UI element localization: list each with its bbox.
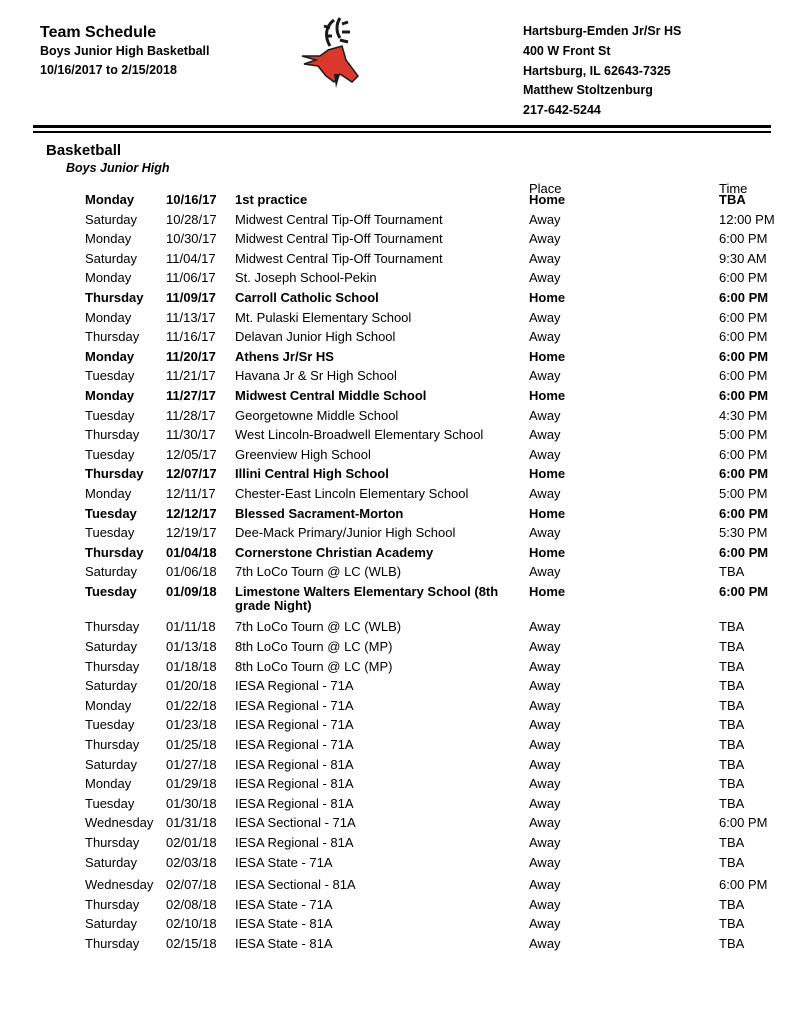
row-day: Thursday: [85, 427, 140, 443]
row-day: Tuesday: [85, 717, 135, 733]
divider-thin: [33, 131, 771, 133]
row-event: IESA Regional - 81A: [235, 756, 354, 772]
schedule-row: [0, 878, 800, 898]
schedule-row: [0, 252, 800, 272]
row-day: Monday: [85, 776, 132, 792]
schedule-row: [0, 213, 800, 233]
schedule-row: [0, 193, 800, 213]
row-day: Saturday: [85, 756, 138, 772]
row-date: 01/20/18: [166, 678, 217, 694]
row-time: 6:00 PM: [719, 348, 769, 364]
row-time: TBA: [719, 639, 745, 655]
row-day: Saturday: [85, 639, 138, 655]
row-event: Blessed Sacrament-Morton: [235, 505, 404, 521]
row-date: 10/30/17: [166, 231, 217, 247]
row-time: 6:00 PM: [719, 368, 768, 384]
row-place: Away: [529, 525, 561, 541]
row-place: Away: [529, 211, 561, 227]
row-place: Away: [529, 407, 561, 423]
schedule-row: [0, 330, 800, 350]
row-time: TBA: [719, 916, 745, 932]
schedule-row: [0, 797, 800, 817]
row-time: 9:30 AM: [719, 250, 767, 266]
row-time: TBA: [719, 776, 745, 792]
row-date: 11/28/17: [166, 407, 216, 423]
row-time: TBA: [719, 854, 745, 870]
row-time: TBA: [719, 717, 745, 733]
schedule-row: [0, 291, 800, 311]
schedule-table: [0, 193, 800, 957]
row-event: IESA Regional - 81A: [235, 795, 354, 811]
row-event: IESA Sectional - 81A: [235, 877, 356, 893]
row-date: 10/16/17: [166, 192, 217, 207]
row-event: IESA State - 71A: [235, 896, 333, 912]
row-event: 8th LoCo Tourn @ LC (MP): [235, 658, 393, 674]
row-event: IESA Regional - 71A: [235, 678, 354, 694]
school-name: Hartsburg-Emden Jr/Sr HS: [523, 24, 682, 38]
row-time: 6:00 PM: [719, 446, 768, 462]
row-day: Tuesday: [85, 525, 135, 541]
row-event: IESA State - 81A: [235, 916, 333, 932]
row-time: TBA: [719, 835, 745, 850]
schedule-row: [0, 816, 800, 836]
row-event: Midwest Central Tip-Off Tournament: [235, 231, 443, 247]
row-date: 12/05/17: [166, 446, 217, 462]
row-day: Monday: [85, 348, 135, 364]
row-place: Away: [529, 427, 561, 443]
schedule-row: [0, 389, 800, 409]
row-date: 11/13/17: [166, 309, 216, 325]
row-place: Away: [529, 309, 561, 325]
row-day: Thursday: [85, 329, 140, 345]
schedule-row: [0, 836, 800, 856]
row-event: 8th LoCo Tourn @ LC (MP): [235, 639, 393, 655]
row-date: 01/09/18: [166, 583, 217, 599]
schedule-row: [0, 856, 800, 876]
row-place: Home: [529, 192, 566, 207]
row-day: Tuesday: [85, 446, 135, 462]
row-event: Midwest Central Tip-Off Tournament: [235, 250, 443, 266]
row-time: 6:00 PM: [719, 289, 769, 305]
schedule-row: [0, 699, 800, 719]
row-day: Thursday: [85, 835, 140, 850]
schedule-row: [0, 428, 800, 448]
row-place: Away: [529, 564, 561, 580]
row-date: 10/28/17: [166, 211, 217, 227]
row-time: TBA: [719, 935, 745, 951]
row-event: West Lincoln-Broadwell Elementary School: [235, 427, 484, 443]
schedule-row: [0, 409, 800, 429]
row-event: IESA Regional - 71A: [235, 697, 354, 713]
row-day: Tuesday: [85, 505, 137, 521]
row-place: Home: [529, 289, 566, 305]
row-date: 01/31/18: [166, 815, 217, 831]
row-day: Tuesday: [85, 368, 135, 384]
column-header-place: Place: [529, 181, 562, 196]
schedule-row: [0, 898, 800, 918]
row-day: Monday: [85, 192, 135, 207]
row-place: Away: [529, 697, 561, 713]
schedule-row: [0, 487, 800, 507]
row-time: TBA: [719, 795, 745, 811]
row-time: 6:00 PM: [719, 877, 768, 893]
schedule-row: [0, 546, 800, 566]
row-event: Georgetowne Middle School: [235, 407, 399, 423]
row-day: Monday: [85, 270, 132, 286]
row-event: Athens Jr/Sr HS: [235, 348, 334, 364]
row-time: TBA: [719, 737, 745, 753]
row-date: 02/07/18: [166, 877, 217, 893]
schedule-row: [0, 758, 800, 778]
row-date: 02/01/18: [166, 835, 217, 850]
schedule-row: [0, 350, 800, 370]
row-event: Greenview High School: [235, 446, 371, 462]
row-place: Away: [529, 368, 561, 384]
row-date: 02/15/18: [166, 935, 217, 951]
row-place: Away: [529, 446, 561, 462]
row-event: Midwest Central Middle School: [235, 387, 427, 403]
row-event: Delavan Junior High School: [235, 329, 396, 345]
row-place: Away: [529, 717, 561, 733]
row-day: Tuesday: [85, 583, 137, 599]
row-day: Saturday: [85, 211, 138, 227]
row-time: 6:00 PM: [719, 387, 769, 403]
row-day: Wednesday: [85, 877, 154, 893]
deer-mascot-logo: [296, 16, 368, 90]
row-day: Monday: [85, 485, 132, 501]
row-date: 01/06/18: [166, 564, 217, 580]
row-place: Away: [529, 835, 561, 850]
row-day: Thursday: [85, 544, 144, 560]
row-place: Away: [529, 250, 561, 266]
contact-name: Matthew Stoltzenburg: [523, 83, 653, 97]
row-place: Home: [529, 583, 566, 599]
row-place: Away: [529, 329, 561, 345]
row-time: 4:30 PM: [719, 407, 768, 423]
row-event: Carroll Catholic School: [235, 289, 379, 305]
row-place: Away: [529, 916, 561, 932]
row-date: 01/30/18: [166, 795, 217, 811]
row-time: 5:00 PM: [719, 485, 768, 501]
row-time: TBA: [719, 192, 746, 207]
row-event: 7th LoCo Tourn @ LC (WLB): [235, 564, 402, 580]
row-day: Thursday: [85, 935, 140, 951]
schedule-row: [0, 937, 800, 957]
row-date: 01/04/18: [166, 544, 217, 560]
row-date: 11/21/17: [166, 368, 216, 384]
row-time: 5:30 PM: [719, 525, 768, 541]
row-day: Monday: [85, 309, 132, 325]
row-time: 6:00 PM: [719, 815, 768, 831]
row-day: Monday: [85, 387, 135, 403]
row-event: IESA Regional - 81A: [235, 776, 354, 792]
row-place: Away: [529, 737, 561, 753]
row-time: 12:00 PM: [719, 211, 775, 227]
row-event: Chester-East Lincoln Elementary School: [235, 485, 469, 501]
schedule-row: [0, 448, 800, 468]
schedule-row: [0, 620, 800, 640]
row-place: Away: [529, 270, 561, 286]
row-time: TBA: [719, 896, 745, 912]
row-event: Midwest Central Tip-Off Tournament: [235, 211, 443, 227]
schedule-row: [0, 585, 800, 621]
row-event: Mt. Pulaski Elementary School: [235, 309, 412, 325]
divider-thick: [33, 125, 771, 128]
row-time: 5:00 PM: [719, 427, 768, 443]
row-date: 02/03/18: [166, 854, 217, 870]
row-day: Thursday: [85, 658, 140, 674]
row-date: 11/30/17: [166, 427, 216, 443]
row-place: Away: [529, 678, 561, 694]
row-time: 6:00 PM: [719, 309, 768, 325]
row-date: 01/27/18: [166, 756, 217, 772]
section-title: Basketball: [46, 142, 122, 159]
row-date: 02/08/18: [166, 896, 217, 912]
row-day: Saturday: [85, 250, 138, 266]
row-time: TBA: [719, 756, 745, 772]
row-day: Saturday: [85, 854, 138, 870]
schedule-row: [0, 565, 800, 585]
row-date: 01/18/18: [166, 658, 217, 674]
row-event: IESA State - 71A: [235, 854, 333, 870]
row-place: Away: [529, 639, 561, 655]
row-date: 12/12/17: [166, 505, 217, 521]
row-date: 12/07/17: [166, 466, 217, 482]
row-event: Havana Jr & Sr High School: [235, 368, 397, 384]
row-time: TBA: [719, 697, 745, 713]
row-time: 6:00 PM: [719, 329, 768, 345]
row-date: 11/06/17: [166, 270, 216, 286]
row-place: Away: [529, 896, 561, 912]
row-time: 6:00 PM: [719, 231, 768, 247]
row-place: Away: [529, 776, 561, 792]
row-date: 01/29/18: [166, 776, 217, 792]
schedule-row: [0, 917, 800, 937]
row-place: Away: [529, 619, 561, 635]
row-date: 11/09/17: [166, 289, 216, 305]
row-event: 1st practice: [235, 192, 308, 207]
schedule-row: [0, 738, 800, 758]
row-event: IESA State - 81A: [235, 935, 333, 951]
column-header-time: Time: [719, 181, 748, 196]
row-place: Home: [529, 387, 566, 403]
row-day: Saturday: [85, 564, 138, 580]
row-date: 11/27/17: [166, 387, 216, 403]
schedule-row: [0, 777, 800, 797]
schedule-row: [0, 718, 800, 738]
row-place: Away: [529, 485, 561, 501]
row-time: TBA: [719, 564, 745, 580]
row-day: Wednesday: [85, 815, 154, 831]
row-day: Monday: [85, 697, 132, 713]
row-date: 11/16/17: [166, 329, 216, 345]
row-event: Limestone Walters Elementary School (8th grade Night): [235, 583, 499, 613]
row-event: Cornerstone Christian Academy: [235, 544, 434, 560]
schedule-row: [0, 369, 800, 389]
row-date: 01/11/18: [166, 619, 216, 635]
row-day: Thursday: [85, 619, 140, 635]
schedule-row: [0, 467, 800, 487]
row-place: Home: [529, 544, 566, 560]
row-date: 01/13/18: [166, 639, 217, 655]
contact-phone: 217-642-5244: [523, 103, 601, 117]
row-time: 6:00 PM: [719, 270, 768, 286]
row-time: TBA: [719, 678, 745, 694]
row-day: Thursday: [85, 896, 140, 912]
row-time: 6:00 PM: [719, 544, 769, 560]
doc-title: Team Schedule: [40, 24, 157, 41]
row-place: Away: [529, 231, 561, 247]
row-event: IESA Regional - 71A: [235, 737, 354, 753]
date-range: 10/16/2017 to 2/15/2018: [40, 63, 177, 77]
row-event: IESA Sectional - 71A: [235, 815, 356, 831]
row-day: Tuesday: [85, 795, 135, 811]
row-place: Away: [529, 854, 561, 870]
doc-subtitle: Boys Junior High Basketball: [40, 44, 210, 58]
row-day: Tuesday: [85, 407, 135, 423]
row-place: Away: [529, 795, 561, 811]
row-place: Away: [529, 815, 561, 831]
row-date: 01/23/18: [166, 717, 217, 733]
row-time: TBA: [719, 658, 745, 674]
row-event: IESA Regional - 71A: [235, 717, 354, 733]
row-date: 12/11/17: [166, 485, 216, 501]
row-time: TBA: [719, 619, 745, 635]
row-day: Monday: [85, 231, 132, 247]
row-place: Home: [529, 505, 566, 521]
row-day: Thursday: [85, 737, 140, 753]
school-address-2: Hartsburg, IL 62643-7325: [523, 64, 671, 78]
row-place: Home: [529, 466, 566, 482]
schedule-row: [0, 640, 800, 660]
row-day: Thursday: [85, 466, 144, 482]
row-day: Saturday: [85, 916, 138, 932]
row-date: 01/25/18: [166, 737, 217, 753]
schedule-row: [0, 679, 800, 699]
schedule-row: [0, 526, 800, 546]
row-date: 02/10/18: [166, 916, 217, 932]
row-event: IESA Regional - 81A: [235, 835, 354, 850]
row-event: Illini Central High School: [235, 466, 389, 482]
row-date: 01/22/18: [166, 697, 217, 713]
row-day: Thursday: [85, 289, 144, 305]
row-place: Away: [529, 658, 561, 674]
row-date: 11/20/17: [166, 348, 216, 364]
school-address-1: 400 W Front St: [523, 44, 611, 58]
row-time: 6:00 PM: [719, 583, 769, 599]
row-event: Dee-Mack Primary/Junior High School: [235, 525, 456, 541]
row-place: Away: [529, 935, 561, 951]
row-time: 6:00 PM: [719, 466, 769, 482]
schedule-row: [0, 311, 800, 331]
schedule-row: [0, 232, 800, 252]
schedule-row: [0, 660, 800, 680]
schedule-row: [0, 271, 800, 291]
row-date: 12/19/17: [166, 525, 217, 541]
row-event: 7th LoCo Tourn @ LC (WLB): [235, 619, 402, 635]
row-place: Away: [529, 877, 561, 893]
schedule-row: [0, 507, 800, 527]
row-day: Saturday: [85, 678, 138, 694]
row-event: St. Joseph School-Pekin: [235, 270, 377, 286]
row-place: Away: [529, 756, 561, 772]
row-time: 6:00 PM: [719, 505, 769, 521]
row-place: Home: [529, 348, 566, 364]
section-subtitle: Boys Junior High: [66, 161, 170, 175]
row-date: 11/04/17: [166, 250, 216, 266]
